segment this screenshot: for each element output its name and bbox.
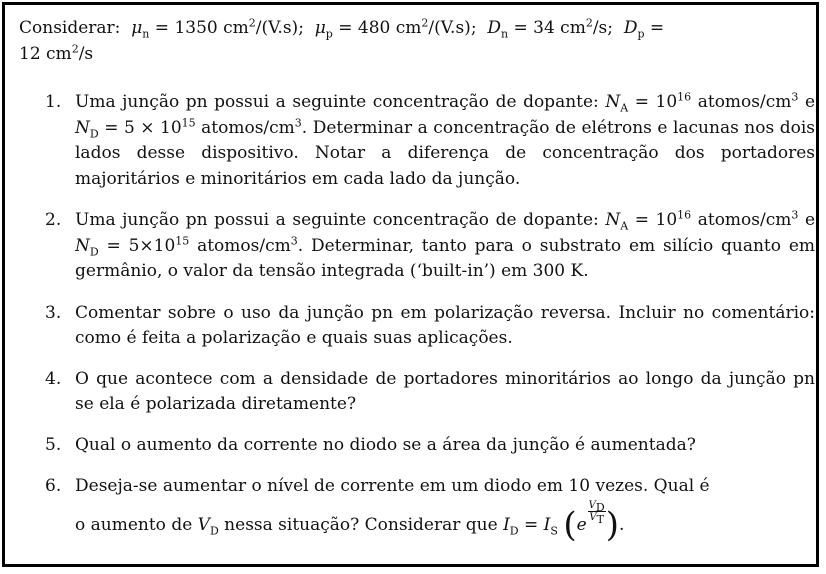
question-item [45,208,815,285]
question-text: . Determinar a concentração de elétrons e lacunas nos dois lados desse dispositivo. Notar a diferença de concentração dos portadores majoritários e minoritários em cada lado da junção. [75,117,815,189]
na-sub: A [620,219,629,233]
dn-unit: /s; [592,18,614,38]
frac-num-sub: D [595,500,605,514]
na-symbol: N [605,92,621,112]
na-equals: = 10 [628,210,678,230]
na-exponent: 16 [677,208,692,222]
na-unit: atomos/cm [691,210,792,230]
mu-p-value: = 480 cm [332,18,422,38]
na-equals: = 10 [628,92,678,112]
square-exp: 2 [71,42,79,56]
right-paren: ) [605,504,619,545]
dp-sub: p [637,27,645,41]
nd-symbol: N [75,235,90,256]
dp-value: 12 cm [19,44,72,64]
document-frame [2,2,819,567]
question-text: Deseja-se aumentar o nível de corrente em um diodo em 10 vezes. Qual é [75,476,710,496]
question-number: 6. [45,476,62,496]
question-number: 1. [45,92,62,112]
fraction-denominator [588,511,606,526]
nd-exponent: 15 [181,115,196,129]
nd-equals: = 5 × 10 [98,117,182,138]
question-text: Qual o aumento da corrente no diodo se a área da junção é aumentada? [75,434,696,455]
question-number: 5. [45,434,62,455]
nd-equals: = 5×10 [98,235,176,256]
left-paren: ( [563,504,577,545]
nd-symbol: N [75,117,90,138]
square-exp: 2 [248,16,256,30]
dp-symbol: D [623,18,638,38]
na-exponent: 16 [677,90,692,104]
question-text: Uma junção pn possui a seguinte concentração de dopante: [75,210,599,230]
question-text: e [804,210,816,230]
equals-sign: = [518,514,544,535]
question-text: nessa situação? Considerar que [218,514,498,535]
mu-n-value: = 1350 cm [149,18,249,38]
exponent-fraction [588,499,606,526]
nd-exponent: 15 [175,233,190,247]
dp-equals: = [644,18,665,38]
question-text: Comentar sobre o uso da junção pn em polarização reversa. Incluir no comentário: como é feita a polarização e quais suas aplicações. [75,302,815,348]
cube-exp: 3 [791,208,799,222]
fraction-numerator [588,500,606,512]
mu-n-unit: /(V.s); [255,18,304,38]
question-item [45,474,815,547]
question-item [45,301,815,352]
mu-p-symbol: μ [314,18,326,38]
frac-den-symbol: V [589,511,597,523]
dn-symbol: D [487,18,501,38]
mu-p-sub: p [325,27,333,41]
question-text: . Determinar, tanto para o substrato em silício quanto em germânio, o valor da tensão integrada (‘built-in’) em 300 K. [75,235,815,281]
question-number: 3. [45,302,62,323]
question-text: O que acontece com a densidade de portadores minoritários ao longo da junção pn se ela é polarizada diretamente? [75,368,815,414]
dn-sub: n [501,27,509,41]
question-number: 2. [45,210,62,230]
nd-unit: atomos/cm [195,117,295,138]
question-item [45,433,815,459]
period: . [619,514,625,535]
question-item [45,90,815,192]
cube-exp: 3 [791,90,799,104]
cube-exp: 3 [294,115,302,129]
id-sub: D [509,523,519,537]
question-number: 4. [45,368,62,389]
question-list [45,90,815,547]
na-sub: A [620,101,629,115]
frac-den-sub: T [596,512,604,526]
frac-num-symbol: V [588,499,596,511]
is-symbol: I [543,514,551,535]
vd-symbol: V [197,514,210,535]
intro-label: Considerar: [19,18,121,38]
square-exp: 2 [421,16,429,30]
is-sub: S [550,523,558,537]
mu-p-unit: /(V.s); [428,18,477,38]
mu-n-symbol: μ [131,18,143,38]
mu-n-sub: n [142,27,150,41]
na-unit: atomos/cm [691,92,792,112]
vd-sub: D [209,523,219,537]
question-text: o aumento de [75,514,193,535]
nd-sub: D [89,126,99,140]
square-exp: 2 [585,16,593,30]
id-symbol: I [503,514,510,535]
cube-exp: 3 [290,233,298,247]
constants-header [19,15,809,67]
formula-line [75,499,625,545]
dp-unit: /s [78,44,94,64]
na-symbol: N [605,210,621,230]
question-item [45,367,815,418]
exp-base: e [576,514,587,535]
nd-unit: atomos/cm [189,235,291,256]
question-text: e [804,92,816,112]
question-text: Uma junção pn possui a seguinte concentração de dopante: [75,92,599,112]
dn-value: = 34 cm [508,18,586,38]
nd-sub: D [89,244,99,258]
